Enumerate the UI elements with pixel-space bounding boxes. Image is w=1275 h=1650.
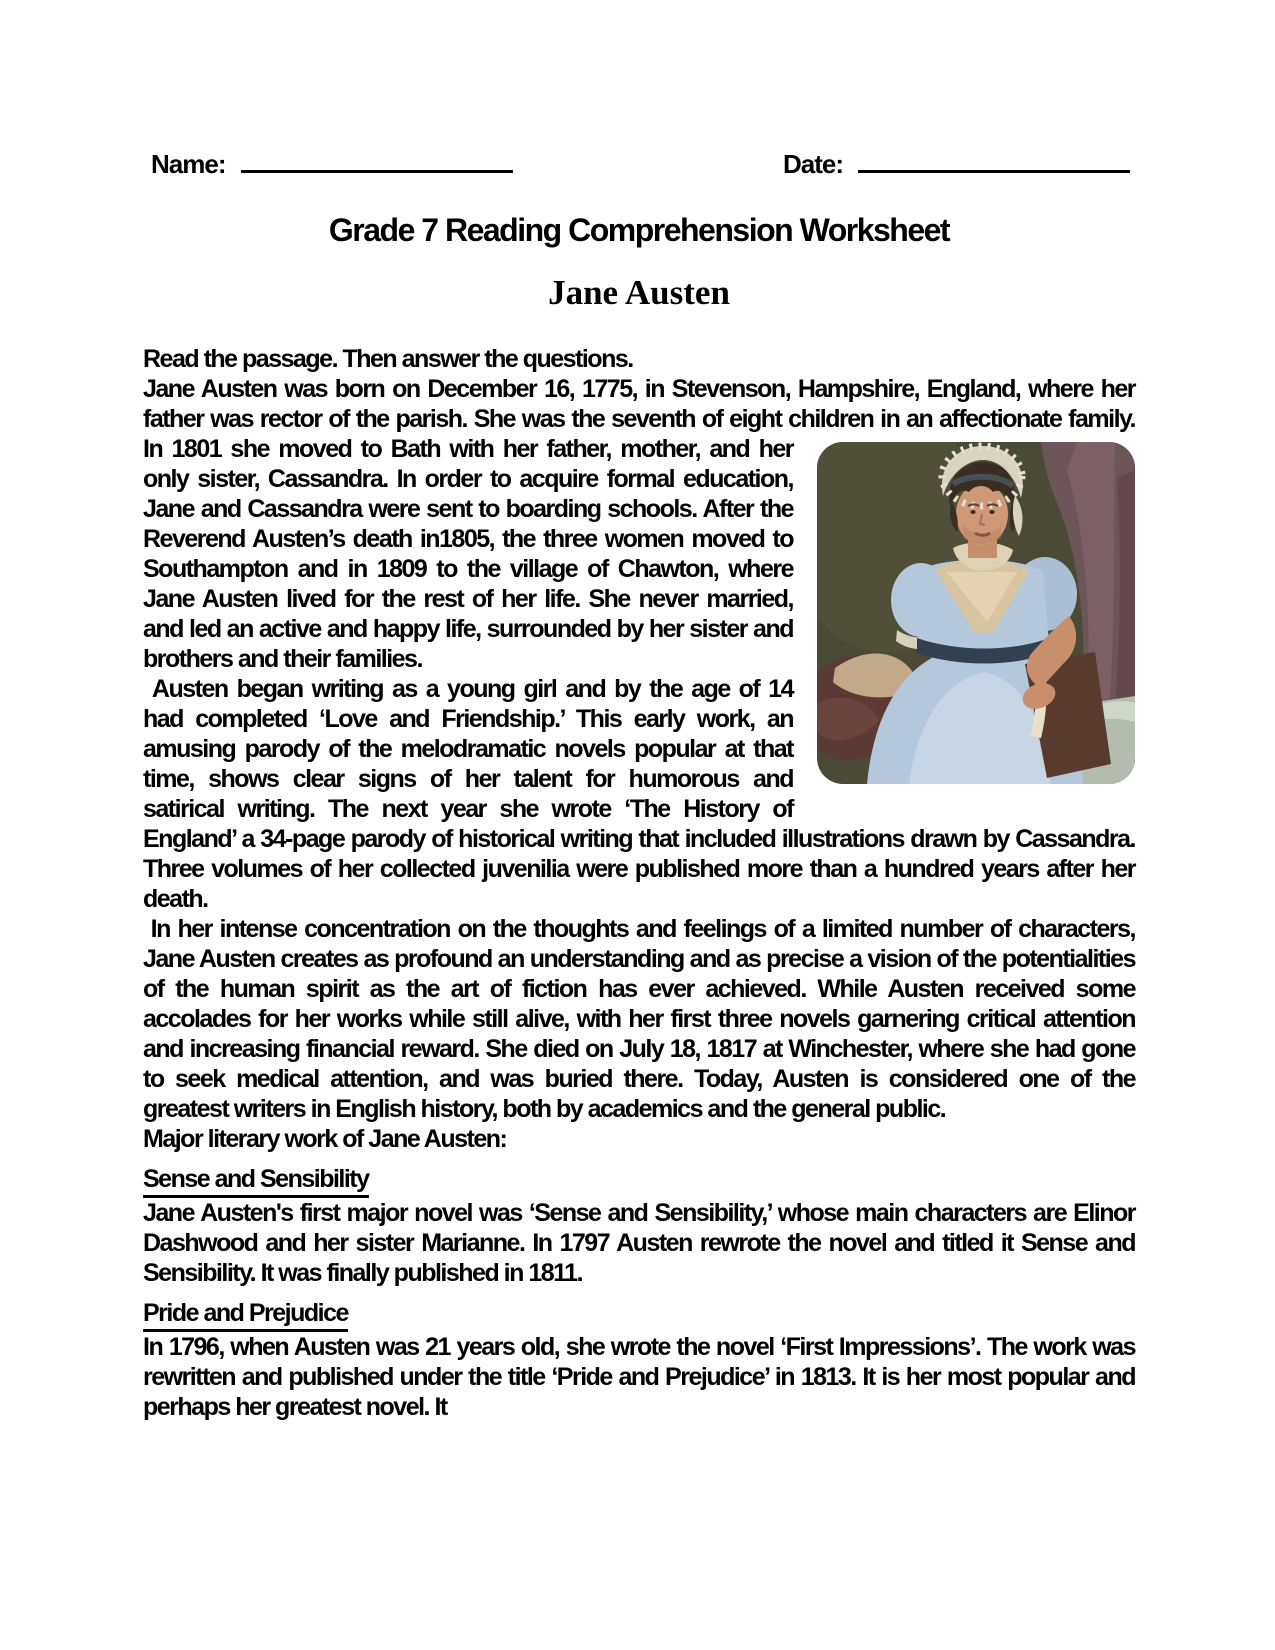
passage-title: Jane Austen [548, 273, 730, 312]
name-blank-line [241, 148, 513, 173]
section-heading-text: Pride and Prejudice [143, 1298, 348, 1332]
paragraph-3: In her intense concentration on the thoughts and feelings of a limited number of characters, Jane Austen creates as profound an understanding and as precise a vision of the potentialities of the human spirit as the art of fiction has ever achieved. While Austen received some accolades for her works while still alive, with her first three novels garnering critical attention and increasing financial reward. She died on July 18, 1817 at Winchester, where she had gone to seek medical attention, and was buried there. Today, Austen is considered one of the greatest writers in English history, both by academics and the general public. [143, 915, 1135, 1123]
name-date-row [143, 148, 1135, 182]
passage-body [143, 374, 1135, 1422]
date-label: Date: [783, 149, 844, 179]
jane-austen-portrait-image [817, 442, 1135, 784]
paragraph-1-text-after-image: an affectionate family. In 1801 she moved to Bath with her father, mother, and her only sister, Cassandra. In order to acquire formal education, Jane and Cassandra were sent to boarding schools. After the Reverend Austen’s death in1805, the three women moved to Southampton and in 1809 to the village of Chawton, where Jane Austen lived for the rest of her life. She never married, and led an active and happy life, surrounded by her sister and brothers and their families. [143, 405, 1136, 673]
paragraph-1-text-before-image: Jane Austen was born on December 16, 1775, in Stevenson, Hampshire, England, where her father was rector of the parish. She was the seventh of eight children in [143, 375, 1135, 433]
date-field [783, 148, 1130, 180]
instruction-line: Read the passage. Then answer the questions. [143, 345, 633, 373]
section-heading-text: Sense and Sensibility [143, 1164, 369, 1198]
date-blank-line [858, 148, 1130, 173]
name-label: Name: [151, 149, 226, 179]
paragraph-1 [143, 374, 1135, 674]
section-heading-sense-and-sensibility [143, 1164, 1135, 1198]
jane-austen-portrait-illustration [817, 442, 1135, 784]
name-field [151, 148, 513, 180]
section-heading-pride-and-prejudice [143, 1298, 1135, 1332]
section-text-pride-and-prejudice: In 1796, when Austen was 21 years old, she wrote the novel ‘First Impressions’. The work was rewritten and published under the title ‘Pride and Prejudice’ in 1813. It is her most popular and perhaps her greatest novel. It [143, 1333, 1135, 1421]
section-text-sense-and-sensibility: Jane Austen's first major novel was ‘Sense and Sensibility,’ whose main characters are Elinor Dashwood and her sister Marianne. In 1797 Austen rewrote the novel and titled it Sense and Sensibility. It was finally published in 1811. [143, 1199, 1135, 1287]
major-works-label: Major literary work of Jane Austen: [143, 1125, 507, 1153]
worksheet-title: Grade 7 Reading Comprehension Worksheet [328, 212, 950, 248]
paragraph-2: Austen began writing as a young girl and by the age of 14 had completed ‘Love and Friendship.’ This early work, an amusing parody of the melodramatic novels popular at that time, shows clear signs of her talent for humorous and satirical writing. The next year she wrote ‘The History of England’ a 34-page parody of historical writing that included illustrations drawn by Cassandra. Three volumes of her collected juvenilia were published more than a hundred years after her death. [143, 675, 1135, 913]
